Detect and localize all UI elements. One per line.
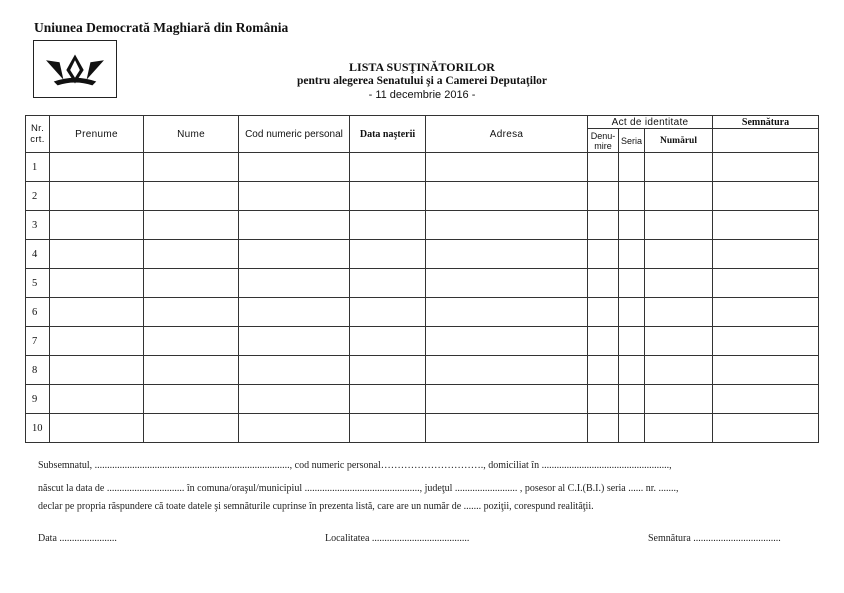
declaration-line-1: Subsemnatul, .............................................................................., cod numeric personal…………………………., domiciliat în ...................................................,	[38, 460, 672, 471]
title-block	[200, 60, 644, 102]
col-seria: Seria	[619, 129, 645, 153]
row-number: 8	[26, 356, 50, 385]
cell-nume[interactable]	[144, 298, 239, 327]
row-number: 4	[26, 240, 50, 269]
cell-nume[interactable]	[144, 414, 239, 443]
col-nr-crt: Nr. crt.	[26, 116, 50, 153]
organization-name: Uniunea Democrată Maghiară din România	[34, 20, 289, 35]
cell-prenume[interactable]	[50, 211, 144, 240]
cell-prenume[interactable]	[50, 240, 144, 269]
cell-prenume[interactable]	[50, 385, 144, 414]
cell-adresa[interactable]	[426, 182, 588, 211]
cell-semnatura[interactable]	[713, 414, 819, 443]
cell-semnatura[interactable]	[713, 182, 819, 211]
table-row	[26, 153, 819, 182]
col-nume: Nume	[144, 116, 239, 153]
cell-numarul[interactable]	[645, 327, 713, 356]
cell-numarul[interactable]	[645, 269, 713, 298]
semnatura-subcell	[713, 129, 819, 153]
declaration-line-3: declar pe propria răspundere că toate datele şi semnăturile cuprinse în prezenta listă, care are un număr de ....... poziţii, corespund realităţii.	[38, 501, 594, 512]
cell-nume[interactable]	[144, 269, 239, 298]
data-signature-field: Data .......................	[38, 533, 117, 544]
cell-data-nasterii[interactable]	[350, 414, 426, 443]
cell-seria[interactable]	[619, 269, 645, 298]
cell-adresa[interactable]	[426, 298, 588, 327]
cell-denumire[interactable]	[588, 385, 619, 414]
cell-seria[interactable]	[619, 356, 645, 385]
row-number: 5	[26, 269, 50, 298]
cell-adresa[interactable]	[426, 211, 588, 240]
cell-prenume[interactable]	[50, 327, 144, 356]
cell-cnp[interactable]	[239, 356, 350, 385]
cell-prenume[interactable]	[50, 269, 144, 298]
cell-data-nasterii[interactable]	[350, 182, 426, 211]
cell-prenume[interactable]	[50, 414, 144, 443]
cell-adresa[interactable]	[426, 414, 588, 443]
cell-prenume[interactable]	[50, 298, 144, 327]
supporters-table	[25, 115, 819, 443]
cell-numarul[interactable]	[645, 240, 713, 269]
col-act-de-identitate: Act de identitate	[588, 116, 713, 129]
table-row	[26, 269, 819, 298]
cell-prenume[interactable]	[50, 182, 144, 211]
cell-nume[interactable]	[144, 327, 239, 356]
cell-denumire[interactable]	[588, 298, 619, 327]
cell-adresa[interactable]	[426, 356, 588, 385]
cell-data-nasterii[interactable]	[350, 385, 426, 414]
cell-adresa[interactable]	[426, 269, 588, 298]
cell-semnatura[interactable]	[713, 327, 819, 356]
cell-prenume[interactable]	[50, 356, 144, 385]
cell-adresa[interactable]	[426, 153, 588, 182]
cell-nume[interactable]	[144, 356, 239, 385]
col-denumire: Denu- mire	[588, 129, 619, 153]
cell-numarul[interactable]	[645, 211, 713, 240]
cell-semnatura[interactable]	[713, 385, 819, 414]
cell-seria[interactable]	[619, 298, 645, 327]
row-number: 3	[26, 211, 50, 240]
row-number: 10	[26, 414, 50, 443]
cell-numarul[interactable]	[645, 356, 713, 385]
cell-cnp[interactable]	[239, 327, 350, 356]
cell-semnatura[interactable]	[713, 298, 819, 327]
cell-numarul[interactable]	[645, 153, 713, 182]
declaration-line-2: născut la data de ............................... în comuna/oraşul/municipiul .............................................., judeţul ......................... , posesor al C.I.(B.I.) seria ...... nr. .......,	[38, 483, 679, 494]
cell-seria[interactable]	[619, 211, 645, 240]
cell-semnatura[interactable]	[713, 211, 819, 240]
cell-cnp[interactable]	[239, 414, 350, 443]
cell-data-nasterii[interactable]	[350, 211, 426, 240]
cell-denumire[interactable]	[588, 211, 619, 240]
cell-adresa[interactable]	[426, 327, 588, 356]
table-row	[26, 182, 819, 211]
cell-cnp[interactable]	[239, 269, 350, 298]
cell-denumire[interactable]	[588, 153, 619, 182]
cell-denumire[interactable]	[588, 327, 619, 356]
cell-adresa[interactable]	[426, 240, 588, 269]
cell-nume[interactable]	[144, 211, 239, 240]
table-row	[26, 298, 819, 327]
cell-data-nasterii[interactable]	[350, 356, 426, 385]
table-row	[26, 385, 819, 414]
cell-data-nasterii[interactable]	[350, 153, 426, 182]
cell-denumire[interactable]	[588, 240, 619, 269]
cell-semnatura[interactable]	[713, 269, 819, 298]
cell-seria[interactable]	[619, 327, 645, 356]
cell-nume[interactable]	[144, 240, 239, 269]
cell-nume[interactable]	[144, 385, 239, 414]
tulip-book-icon	[34, 41, 116, 97]
cell-prenume[interactable]	[50, 153, 144, 182]
col-adresa: Adresa	[426, 116, 588, 153]
cell-semnatura[interactable]	[713, 240, 819, 269]
cell-cnp[interactable]	[239, 298, 350, 327]
table-row	[26, 356, 819, 385]
cell-data-nasterii[interactable]	[350, 327, 426, 356]
col-semnatura: Semnătura	[713, 116, 819, 129]
table-row	[26, 327, 819, 356]
table-row	[26, 211, 819, 240]
cell-adresa[interactable]	[426, 385, 588, 414]
col-prenume: Prenume	[50, 116, 144, 153]
list-subtitle: pentru alegerea Senatului şi a Camerei Deputaţilor	[297, 75, 547, 87]
cell-numarul[interactable]	[645, 182, 713, 211]
table-row	[26, 240, 819, 269]
cell-seria[interactable]	[619, 385, 645, 414]
cell-seria[interactable]	[619, 414, 645, 443]
table-body	[26, 153, 819, 443]
cell-cnp[interactable]	[239, 182, 350, 211]
cell-numarul[interactable]	[645, 385, 713, 414]
col-cod-numeric-personal: Cod numeric personal	[239, 116, 350, 153]
cell-denumire[interactable]	[588, 414, 619, 443]
cell-denumire[interactable]	[588, 356, 619, 385]
row-number: 6	[26, 298, 50, 327]
cell-numarul[interactable]	[645, 298, 713, 327]
row-number: 7	[26, 327, 50, 356]
table-row	[26, 414, 819, 443]
list-title: LISTA SUSŢINĂTORILOR	[349, 60, 495, 74]
cell-semnatura[interactable]	[713, 153, 819, 182]
cell-semnatura[interactable]	[713, 356, 819, 385]
semnatura-field: Semnătura ...................................	[648, 533, 781, 544]
election-date: - 11 decembrie 2016 -	[368, 89, 476, 101]
col-numarul: Numărul	[645, 129, 713, 153]
cell-denumire[interactable]	[588, 182, 619, 211]
cell-data-nasterii[interactable]	[350, 240, 426, 269]
col-data-nasterii: Data naşterii	[350, 116, 426, 153]
cell-nume[interactable]	[144, 182, 239, 211]
cell-cnp[interactable]	[239, 153, 350, 182]
cell-denumire[interactable]	[588, 269, 619, 298]
cell-data-nasterii[interactable]	[350, 298, 426, 327]
row-number: 2	[26, 182, 50, 211]
row-number: 1	[26, 153, 50, 182]
cell-cnp[interactable]	[239, 385, 350, 414]
cell-seria[interactable]	[619, 240, 645, 269]
party-logo	[33, 40, 117, 98]
localitatea-field: Localitatea .......................................	[325, 533, 470, 544]
cell-cnp[interactable]	[239, 240, 350, 269]
cell-seria[interactable]	[619, 182, 645, 211]
cell-data-nasterii[interactable]	[350, 269, 426, 298]
cell-seria[interactable]	[619, 153, 645, 182]
cell-cnp[interactable]	[239, 211, 350, 240]
cell-numarul[interactable]	[645, 414, 713, 443]
cell-nume[interactable]	[144, 153, 239, 182]
row-number: 9	[26, 385, 50, 414]
